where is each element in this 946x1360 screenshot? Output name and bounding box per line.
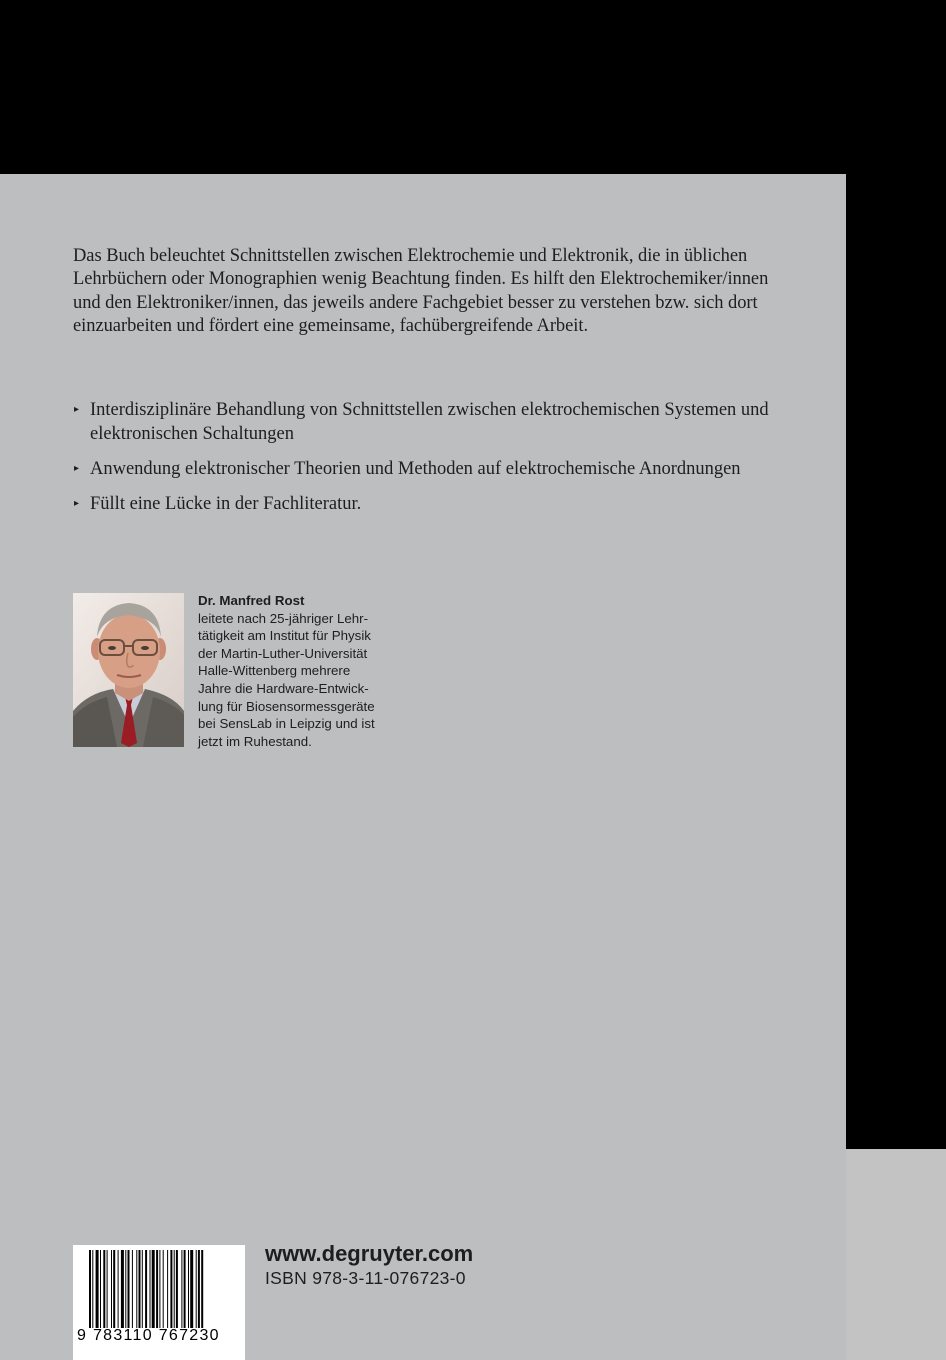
barcode-bar	[118, 1250, 119, 1328]
bullet-arrow-icon: ▸	[74, 463, 80, 474]
feature-list	[73, 398, 773, 527]
barcode-bar	[113, 1250, 115, 1328]
feature-item	[73, 398, 773, 446]
barcode-bar	[184, 1250, 186, 1328]
barcode	[73, 1245, 245, 1360]
barcode-bar	[196, 1250, 197, 1328]
barcode-bar	[92, 1250, 93, 1328]
barcode-bar	[111, 1250, 112, 1328]
author-bio-text: leitete nach 25-jähriger Lehr- tätigkeit am Institut für Physik der Martin-Luther-Universität Halle-Wittenberg mehrere Jahre die Hardware-Entwick- lung für Biosensormessgeräte bei SensLab in Leipzig und ist jetzt im Ruhestand.	[198, 610, 375, 749]
barcode-bar	[125, 1250, 126, 1328]
bullet-arrow-icon: ▸	[74, 498, 80, 509]
book-description: Das Buch beleuchtet Schnittstellen zwischen Elektrochemie und Elektronik, die in üblichen Lehrbüchern oder Monographien wenig Beachtung finden. Es hilft den Elektrochemiker/innen und den Elektroniker/innen, das jeweils andere Fachgebiet besser zu verstehen bzw. sich dort einzuarbeiten und fördert eine gemeinsame, fachübergreifende Arbeit.	[73, 246, 769, 337]
feature-item	[73, 457, 773, 481]
barcode-bar	[174, 1250, 175, 1328]
feature-text: Interdisziplinäre Behandlung von Schnittstellen zwischen elektrochemischen Systemen und elektronischen Schaltungen	[90, 400, 769, 444]
barcode-bar	[170, 1250, 172, 1328]
back-cover	[0, 174, 846, 1360]
barcode-bar	[107, 1250, 108, 1328]
barcode-bar	[100, 1250, 101, 1328]
barcode-bars	[89, 1250, 231, 1328]
barcode-bar	[152, 1250, 155, 1328]
barcode-bar	[136, 1250, 137, 1328]
bullet-arrow-icon: ▸	[74, 404, 80, 415]
barcode-bar	[176, 1250, 178, 1328]
author-bio	[198, 592, 428, 750]
barcode-bar	[142, 1250, 143, 1328]
isbn: ISBN 978-3-11-076723-0	[265, 1268, 466, 1288]
author-photo	[73, 593, 184, 747]
publisher-url[interactable]: www.degruyter.com	[265, 1241, 474, 1266]
right-gray-strip	[846, 1149, 946, 1360]
barcode-bar	[145, 1250, 147, 1328]
barcode-bar	[150, 1250, 151, 1328]
barcode-bar	[132, 1250, 133, 1328]
barcode-bar	[89, 1250, 91, 1328]
barcode-bar	[128, 1250, 130, 1328]
barcode-number: 9 783110 767230	[77, 1327, 220, 1344]
barcode-bar	[188, 1250, 189, 1328]
barcode-bar	[156, 1250, 158, 1328]
barcode-bar	[190, 1250, 193, 1328]
feature-text: Anwendung elektronischer Theorien und Methoden auf elektrochemische Anordnungen	[90, 459, 741, 479]
top-black-band	[0, 0, 946, 174]
barcode-bar	[121, 1250, 124, 1328]
author-name: Dr. Manfred Rost	[198, 593, 305, 608]
barcode-bar	[103, 1250, 105, 1328]
barcode-bar	[163, 1250, 164, 1328]
barcode-bar	[181, 1250, 182, 1328]
barcode-bar	[96, 1250, 99, 1328]
barcode-bar	[139, 1250, 141, 1328]
barcode-bar	[159, 1250, 160, 1328]
feature-text: Füllt eine Lücke in der Fachliteratur.	[90, 494, 362, 514]
barcode-bar	[201, 1250, 203, 1328]
barcode-bar	[198, 1250, 200, 1328]
right-black-band	[846, 174, 946, 1149]
barcode-bar	[167, 1250, 168, 1328]
feature-item	[73, 492, 773, 516]
